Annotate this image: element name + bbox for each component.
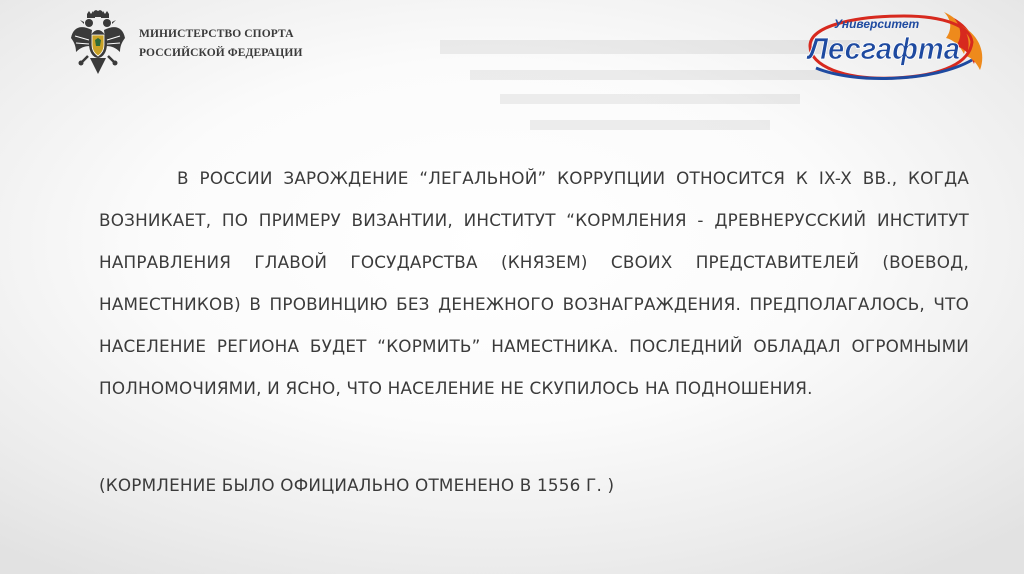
lesgaft-university-logo — [794, 6, 990, 86]
russian-coat-of-arms-icon — [70, 10, 126, 76]
ministry-title — [139, 25, 303, 63]
note-paragraph: (КОРМЛЕНИЕ БЫЛО ОФИЦИАЛЬНО ОТМЕНЕНО В 1556 Г. ) — [99, 475, 615, 495]
ministry-line-2: РОССИЙСКОЙ ФЕДЕРАЦИИ — [139, 47, 303, 59]
slide-body — [99, 157, 969, 495]
main-paragraph: В РОССИИ ЗАРОЖДЕНИЕ “ЛЕГАЛЬНОЙ” КОРРУПЦИИ ОТНОСИТСЯ К IX-X ВВ., КОГДА ВОЗНИКАЕТ, ПО ПРИМЕРУ ВИЗАНТИИ, ИНСТИТУТ “КОРМЛЕНИЯ - ДРЕВНЕРУССКИЙ ИНСТИТУТ НАПРАВЛЕНИЯ ГЛАВОЙ ГОСУДАРСТВА (КНЯЗЕМ) СВОИХ ПРЕДСТАВИТЕЛЕЙ (ВОЕВОД, НАМЕСТНИКОВ) В ПРОВИНЦИЮ БЕЗ ДЕНЕЖНОГО ВОЗНАГРАЖДЕНИЯ. ПРЕДПОЛАГАЛОСЬ, ЧТО НАСЕЛЕНИЕ РЕГИОНА БУДЕТ “КОРМИТЬ” НАМЕСТНИКА. ПОСЛЕДНИЙ ОБЛАДАЛ ОГРОМНЫМИ ПОЛНОМОЧИЯМИ, И ЯСНО, ЧТО НАСЕЛЕНИЕ НЕ СКУПИЛОСЬ НА ПОДНОШЕНИЯ. — [99, 168, 969, 398]
logo-main-text: Лесгафта — [806, 31, 960, 66]
ministry-line-1: МИНИСТЕРСТВО СПОРТА — [139, 28, 294, 40]
logo-small-text: Университет — [834, 17, 920, 31]
